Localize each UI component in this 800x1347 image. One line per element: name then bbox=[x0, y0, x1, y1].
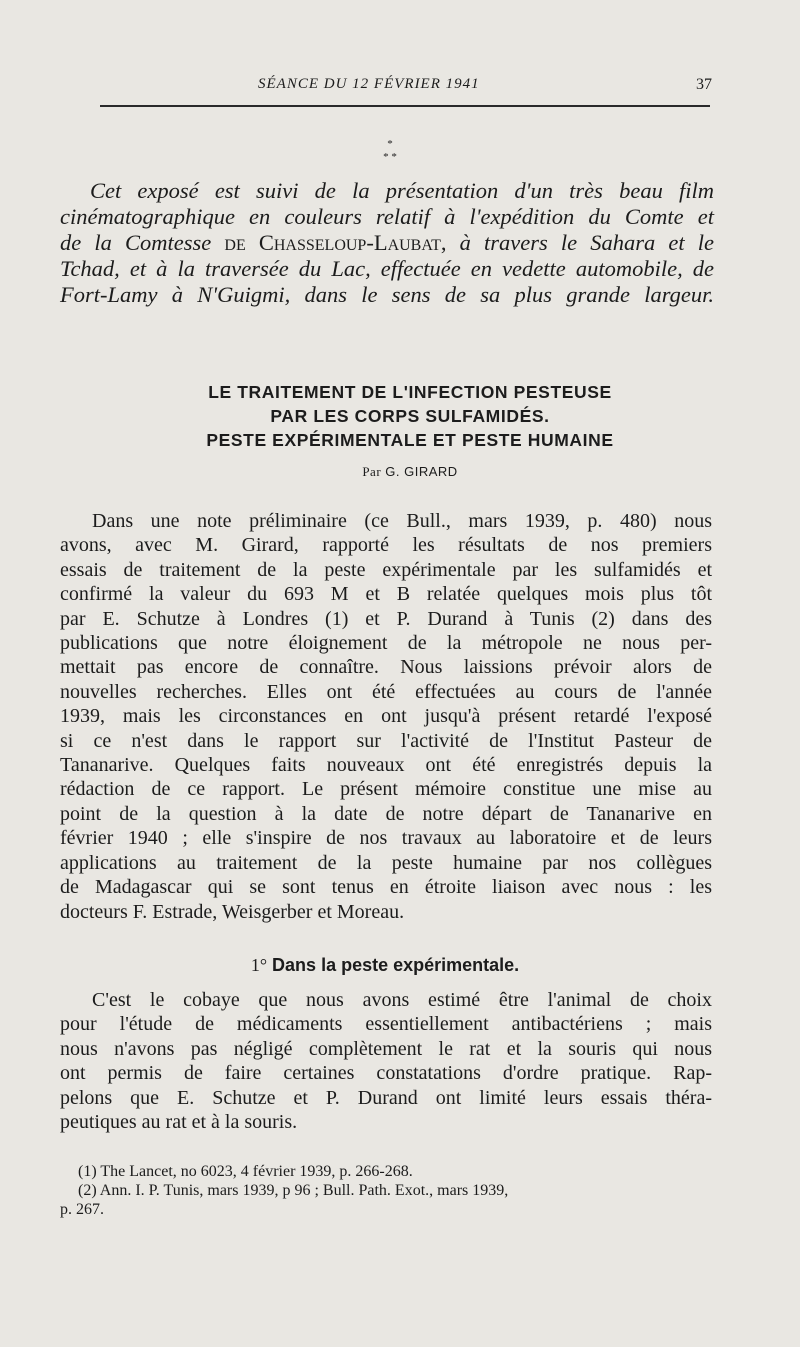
text-line: essais de traitement de la peste expérimentale par les sulfamidés et bbox=[60, 558, 712, 581]
paragraph-2 bbox=[60, 988, 712, 1134]
header-rule bbox=[100, 105, 710, 107]
intro-line: Fort-Lamy à N'Guigmi, dans le sens de sa plus grande largeur. bbox=[60, 282, 714, 307]
footnote-2: (2) Ann. I. P. Tunis, mars 1939, p 96 ; Bull. Path. Exot., mars 1939, bbox=[78, 1182, 509, 1199]
text-line: publications que notre éloignement de la métropole ne nous per- bbox=[60, 632, 712, 655]
text-line: février 1940 ; elle s'inspire de nos travaux au laboratoire et de leurs bbox=[60, 827, 712, 850]
author-name: G. GIRARD bbox=[385, 464, 458, 479]
text-line: de Madagascar qui se sont tenus en étroite liaison avec nous : les bbox=[60, 876, 712, 899]
asterism-bottom: * * bbox=[383, 151, 397, 163]
section-title: Dans la peste expérimentale. bbox=[272, 955, 520, 975]
intro-text: de la Comtesse bbox=[60, 230, 212, 255]
text-line: peutiques au rat et à la souris. bbox=[60, 1111, 298, 1134]
intro-text-smallcaps: de bbox=[224, 230, 246, 255]
article-title bbox=[60, 380, 760, 452]
running-head: SÉANCE DU 12 FÉVRIER 1941 bbox=[258, 76, 480, 92]
text-line: pelons que E. Schutze et P. Durand ont limité leurs essais théra- bbox=[60, 1086, 712, 1109]
title-line: PAR LES CORPS SULFAMIDÉS. bbox=[270, 406, 550, 426]
text-line: si ce n'est dans le rapport sur l'activité de l'Institut Pasteur de bbox=[60, 729, 712, 752]
section-number: 1° bbox=[250, 955, 268, 975]
footnote-1: (1) The Lancet, no 6023, 4 février 1939, p. 266-268. bbox=[78, 1163, 413, 1180]
text-line: mettait pas encore de connaître. Nous laissions prévoir alors de bbox=[60, 656, 712, 679]
author-prefix: Par bbox=[362, 464, 382, 479]
text-line: rédaction de ce rapport. Le présent mémoire constitue une mise au bbox=[60, 778, 712, 801]
intro-paragraph bbox=[60, 178, 714, 308]
text-line: 1939, mais les circonstances en ont jusqu'à présent retardé l'exposé bbox=[60, 705, 712, 728]
text-line: docteurs F. Estrade, Weisgerber et Moreau. bbox=[60, 900, 405, 923]
text-line: avons, avec M. Girard, rapporté les résultats de nos premiers bbox=[60, 534, 712, 557]
text-line: pour l'étude de médicaments essentiellement antibactériens ; mais bbox=[60, 1013, 712, 1036]
intro-line: cinématographique en couleurs relatif à l'expédition du Comte et bbox=[60, 204, 714, 229]
text-line: confirmé la valeur du 693 M et B relatée quelques mois plus tôt bbox=[60, 583, 712, 606]
intro-text: à travers le Sahara et le bbox=[459, 230, 715, 255]
text-line: par E. Schutze à Londres (1) et P. Durand à Tunis (2) dans des bbox=[60, 607, 712, 630]
paragraph-1 bbox=[60, 509, 712, 924]
page-number: 37 bbox=[696, 76, 712, 93]
text-line: Tananarive. Quelques faits nouveaux ont été enregistrés depuis la bbox=[60, 754, 712, 777]
text-line: nous n'avons pas négligé complètement le rat et la souris qui nous bbox=[60, 1037, 712, 1060]
text-line: applications au traitement de la peste humaine par nos collègues bbox=[60, 851, 712, 874]
title-line: LE TRAITEMENT DE L'INFECTION PESTEUSE bbox=[208, 382, 612, 402]
title-line: PESTE EXPÉRIMENTALE ET PESTE HUMAINE bbox=[206, 430, 614, 450]
intro-name-smallcaps: Chasseloup-Laubat, bbox=[258, 230, 447, 255]
text-line: ont permis de faire certaines constatations d'ordre pratique. Rap- bbox=[60, 1062, 712, 1085]
author-line bbox=[60, 464, 760, 480]
intro-line bbox=[60, 230, 714, 256]
intro-line: Cet exposé est suivi de la présentation d'un très beau film bbox=[90, 178, 714, 203]
text-line: Dans une note préliminaire (ce Bull., mars 1939, p. 480) nous bbox=[92, 510, 712, 532]
text-line: C'est le cobaye que nous avons estimé être l'animal de choix bbox=[92, 989, 712, 1011]
footnotes bbox=[60, 1162, 710, 1219]
intro-line: Tchad, et à la traversée du Lac, effectuée en vedette automobile, de bbox=[60, 256, 714, 281]
text-line: nouvelles recherches. Elles ont été effectuées au cours de l'année bbox=[60, 680, 712, 703]
section-heading bbox=[60, 955, 710, 976]
asterism bbox=[360, 138, 420, 164]
text-line: point de la question à la date de notre départ de Tananarive en bbox=[60, 802, 712, 825]
asterism-top: * bbox=[387, 138, 393, 150]
footnote-2-continued: p. 267. bbox=[60, 1201, 104, 1218]
